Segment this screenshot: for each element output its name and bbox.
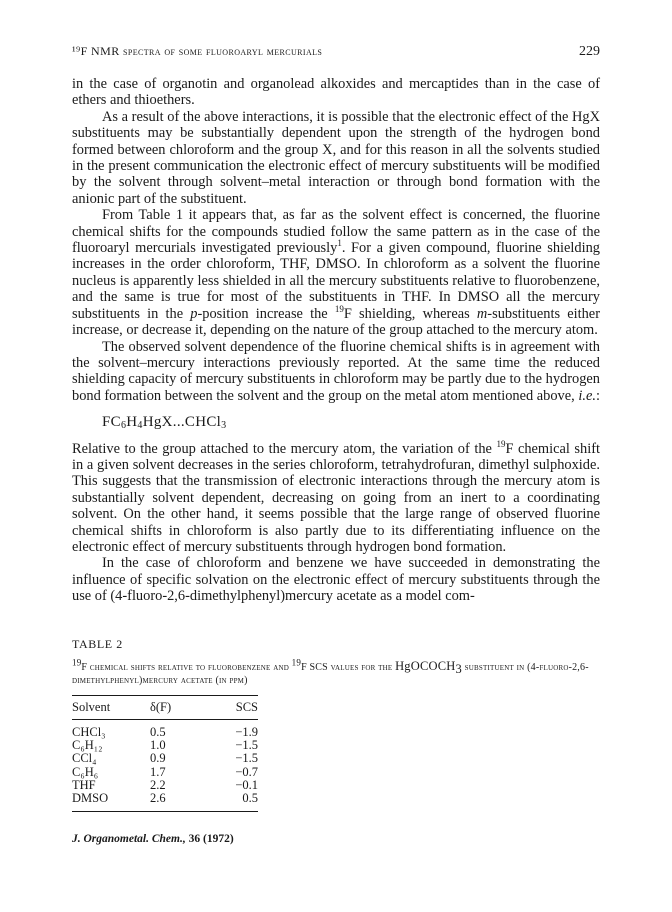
paragraph-2: As a result of the above interactions, it is possible that the electronic effect of the HgX substituents may be substantially dependent upon the strength of the hydrogen bond formed between chloroform and the group X, and for this reason in all the solvents studied in the present communication the electronic effect of mercury substituents will be modified by the solvent through solvent–metal interaction or through bond formation with the anionic part of the substituent.	[72, 108, 600, 207]
cell-delta: 1.0	[150, 738, 166, 753]
table-row	[72, 792, 258, 812]
reference-marker: 1	[337, 238, 342, 249]
formula-subscript: 6	[120, 420, 127, 432]
running-head	[72, 44, 600, 64]
running-title	[72, 44, 322, 59]
cell-delta: 2.2	[150, 777, 166, 792]
cell-scs: −1.5	[235, 738, 258, 753]
cell-scs: −1.5	[235, 751, 258, 766]
caption-group: HgOCOCH	[395, 659, 456, 673]
caption-group-subscript: 3	[455, 662, 462, 676]
p4-text-a: The observed solvent dependence of the fluorine chemical shifts is in agreement with the solvent–mercury interactions previously reported. At the same time the reduced shielding capacity of mercury substituents in chloroform may be partly due to the hydrogen bond formation between the solvent and the group on the metal atom mentioned above,	[72, 338, 600, 404]
caption-text-a: F chemical shifts relative to fluorobenzene and	[81, 662, 292, 673]
cell-delta: 2.6	[150, 792, 210, 812]
isotope-superscript: 19	[334, 303, 344, 314]
formula-part: FC	[102, 414, 121, 431]
cell-scs: −0.7	[235, 764, 258, 779]
formula-subscript: 3	[221, 420, 227, 432]
meta-position: m	[476, 305, 488, 322]
column-header-delta: δ(F)	[150, 700, 172, 714]
p3-text-d: F shielding, whereas	[343, 305, 477, 322]
isotope-superscript: 19	[291, 657, 302, 668]
cell-scs: −1.9	[235, 725, 258, 739]
cell-scs: −0.1	[235, 777, 258, 792]
formula-part: HgX...CHCl	[142, 414, 222, 431]
para-position: p	[190, 305, 198, 322]
formula-subscript: 4	[137, 420, 143, 432]
cell-solvent: CHCl₃	[72, 725, 106, 739]
paragraph-6: In the case of chloroform and benzene we have succeeded in demonstrating the influence of specific solvation on the electronic effect of mercury substituents through the use of (4-fluoro-2,6-dimethylphenyl)mercury acetate as a model com-	[72, 555, 600, 605]
page-number: 229	[579, 44, 600, 59]
table-row	[72, 752, 258, 765]
cell-scs: 0.5	[210, 792, 258, 812]
journal-name: J. Organometal. Chem.,	[72, 833, 186, 845]
isotope-superscript: 19	[72, 657, 82, 668]
paragraph-1: in the case of organotin and organolead alkoxides and mercaptides than in the case of ethers and thioethers.	[72, 76, 600, 109]
p5-text-a: Relative to the group attached to the mercury atom, the variation of the	[72, 440, 497, 457]
journal-footer	[72, 833, 234, 845]
p3-text-e: -substituents either increase, or decrease it, depending on the nature of the group attached to the mercury atom.	[72, 305, 600, 339]
journal-volume: 36 (1972)	[185, 833, 234, 845]
column-header-solvent: Solvent	[72, 700, 111, 714]
column-header-scs: SCS	[235, 700, 258, 714]
running-title-rest: spectra of some fluoroaryl mercurials	[123, 44, 323, 58]
cell-solvent: C₆H₆	[72, 764, 99, 779]
table-row	[72, 766, 258, 779]
cell-delta: 0.5	[150, 725, 166, 739]
table-header-row	[72, 696, 258, 720]
table-label: TABLE 2	[72, 637, 123, 651]
chemical-formula	[102, 414, 600, 430]
cell-delta: 0.9	[150, 751, 166, 766]
table-2	[72, 637, 600, 812]
ie-abbrev: i.e.	[578, 387, 596, 404]
p5-text-b: F chemical shift in a given solvent decreases in the series chloroform, tetrahydrofuran, dimethyl sulphoxide. This suggests that the transmission of electronic interactions through the mercury atom is substantially solvent dependent, decreasing on going from an inert to a coordinating solvent. On the other hand, it seems possible that the large range of observed fluorine chemical shifts in chloroform is also partly due to its differentiating influence on the electronic effect of mercury substituents through hydrogen bond formation.	[72, 440, 601, 555]
table-caption	[72, 657, 600, 687]
caption-text-c: substituent in (4-fluoro-2,6-dimethylphenyl)mercury acetate (in ppm)	[72, 662, 589, 686]
paragraph-3	[72, 207, 600, 338]
running-title-prefix: ¹⁹F NMR	[72, 44, 123, 58]
caption-text-b: F SCS values for the	[301, 662, 396, 673]
cell-solvent: DMSO	[72, 792, 150, 812]
p3-text-b: . For a given compound, fluorine shielding increases in the order chloroform, THF, DMSO. In chloroform as a solvent the fluorine nucleus is apparently less shielded in all the mercury substituents relative to fluorobenzene, and the same is true for most of the substituents in THF. In DMSO all the mercury substituents in the	[72, 240, 601, 322]
cell-solvent: CCl₄	[72, 751, 97, 766]
cell-delta: 1.7	[150, 764, 166, 779]
formula-part: H	[126, 414, 138, 431]
paragraph-4	[72, 339, 600, 405]
p4-text-b: :	[595, 387, 600, 404]
cell-solvent: THF	[72, 777, 96, 792]
body-text	[72, 76, 600, 605]
p3-text-c: -position increase the	[197, 305, 335, 322]
p3-text-a: From Table 1 it appears that, as far as the solvent effect is concerned, the fluorine chemical shifts for the compounds studied follow the same pattern as in the case of the fluoroaryl mercurials investigated previously	[72, 207, 600, 257]
isotope-superscript: 19	[496, 438, 506, 449]
cell-solvent: C₆H₁₂	[72, 738, 103, 753]
data-table	[72, 695, 258, 812]
table-row	[72, 720, 258, 740]
paragraph-5	[72, 438, 601, 556]
